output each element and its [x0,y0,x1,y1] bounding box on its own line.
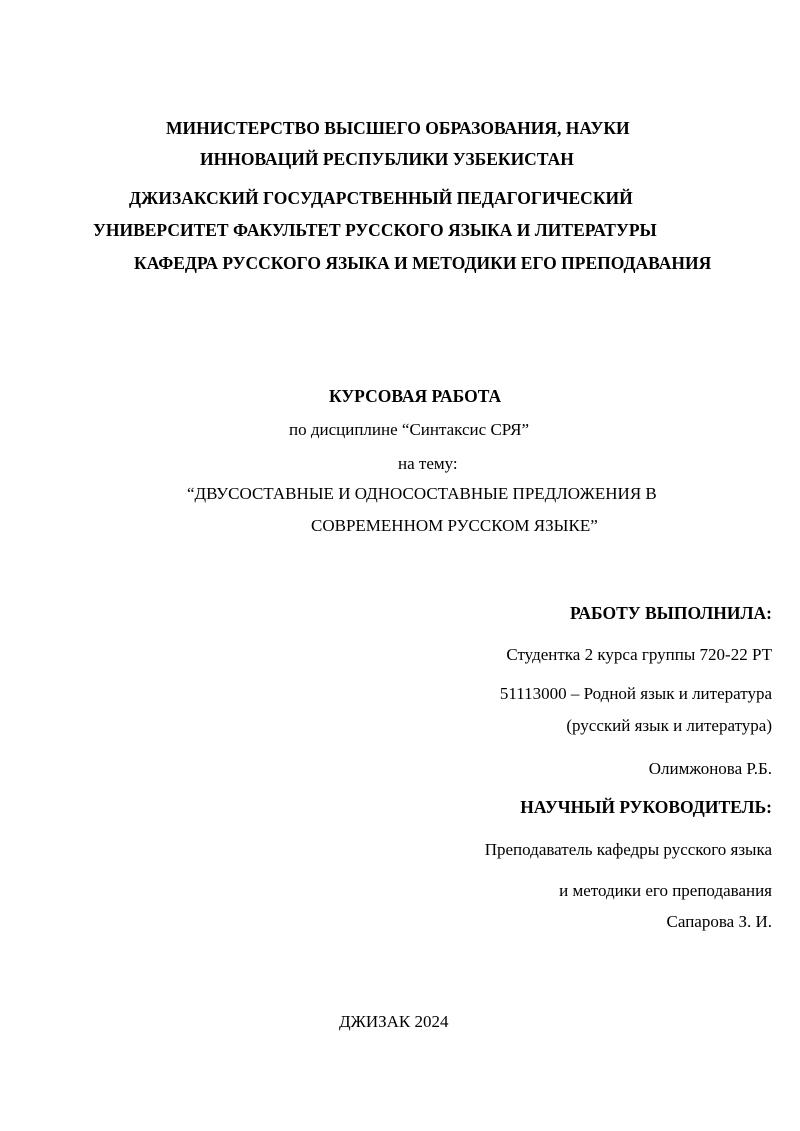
topic-label: на тему: [398,454,458,473]
author-label: РАБОТУ ВЫПОЛНИЛА: [569,603,772,623]
work-type-heading: КУРСОВАЯ РАБОТА [329,386,502,406]
author-group: Студентка 2 курса группы 720-22 РТ [506,645,772,664]
department-title: КАФЕДРА РУССКОГО ЯЗЫКА И МЕТОДИКИ ЕГО ПРЕПОДАВАНИЯ [134,253,712,273]
supervisor-position-line-1: Преподаватель кафедры русского языка [484,840,772,859]
supervisor-label: НАУЧНЫЙ РУКОВОДИТЕЛЬ: [520,797,772,817]
city-year: ДЖИЗАК 2024 [339,1012,449,1031]
topic-title-line-1: “ДВУСОСТАВНЫЕ И ОДНОСОСТАВНЫЕ ПРЕДЛОЖЕНИЯ В [187,484,657,503]
author-specialty: 51113000 – Родной язык и литература [499,684,772,703]
author-name: Олимжонова Р.Б. [648,759,772,778]
university-title-line-1: ДЖИЗАКСКИЙ ГОСУДАРСТВЕННЫЙ ПЕДАГОГИЧЕСКИЙ [129,188,633,208]
supervisor-position-line-2: и методики его преподавания [559,881,772,900]
university-title-line-2: УНИВЕРСИТЕТ ФАКУЛЬТЕТ РУССКОГО ЯЗЫКА И ЛИТЕРАТУРЫ [93,220,657,240]
author-specialty-detail: (русский язык и литература) [566,716,772,735]
supervisor-name: Сапарова З. И. [666,912,772,931]
ministry-title-line-2: ИННОВАЦИЙ РЕСПУБЛИКИ УЗБЕКИСТАН [200,149,574,169]
discipline-line: по дисциплине “Синтаксис СРЯ” [289,420,530,439]
ministry-title-line-1: МИНИСТЕРСТВО ВЫСШЕГО ОБРАЗОВАНИЯ, НАУКИ [166,118,630,138]
topic-title-line-2: СОВРЕМЕННОМ РУССКОМ ЯЗЫКЕ” [311,516,598,535]
